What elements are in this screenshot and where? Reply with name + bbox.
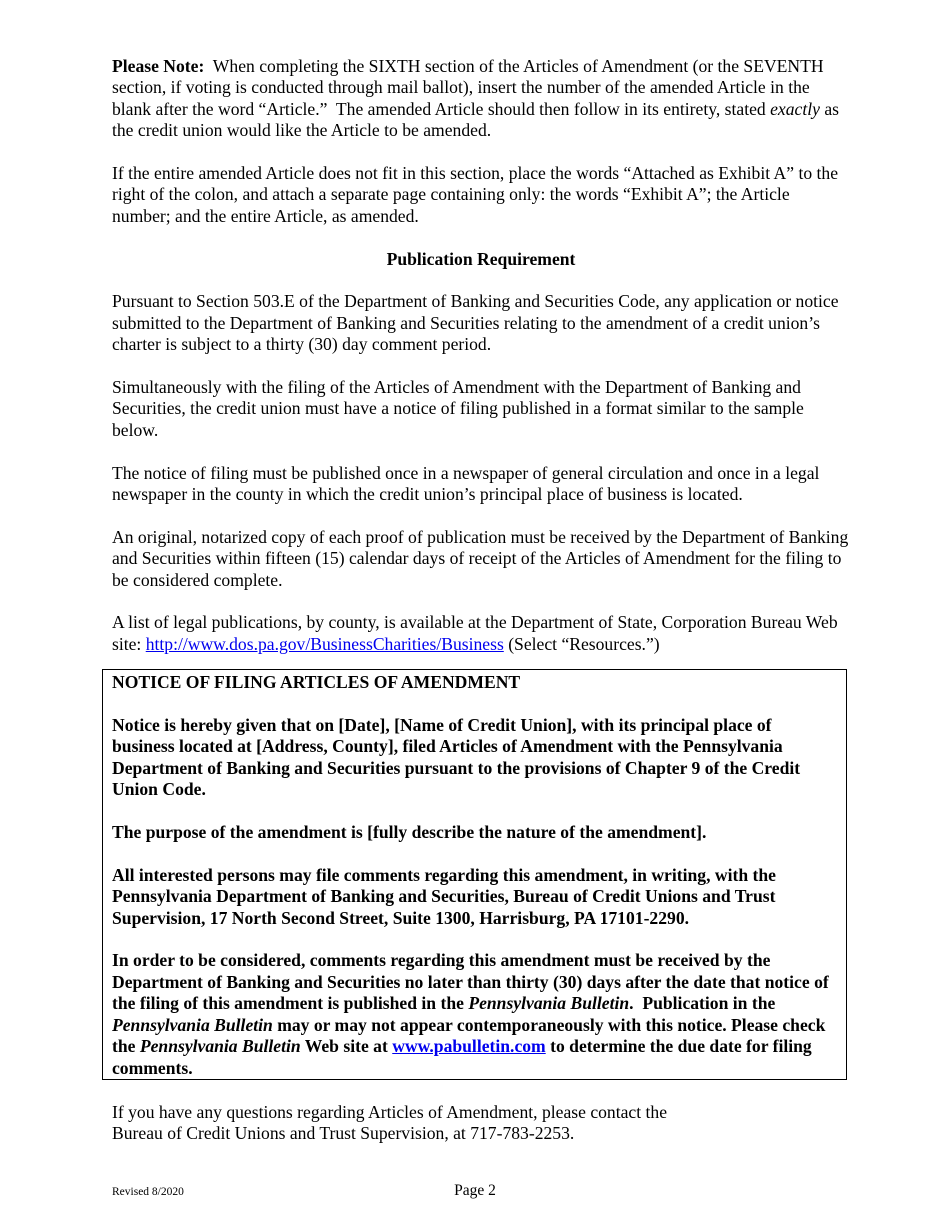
notice-paragraph-4 [112,950,838,1078]
document-body [112,56,850,1166]
contact-paragraph [112,1102,850,1145]
please-note-paragraph [112,56,850,142]
bulletin-name-3: Pennsylvania Bulletin [139,1036,301,1057]
notice-p4-text-1: In order to be considered, comments regarding this amendment must be received by the Department of Banking and Securities no later than thirty (30) days after the date that notice of the filing of this amendment is published in the [112,950,834,1014]
notice-p4-text-3: may or may not appear contemporaneously with this notice. Please check the [112,1014,830,1057]
please-note-text-2: as the credit union would like the Article to be amended. [112,98,844,141]
contact-line-1: If you have any questions regarding Articles of Amendment, please contact the [112,1101,668,1122]
pabulletin-link[interactable]: www.pabulletin.com [392,1036,546,1057]
legal-publications-text-2: (Select “Resources.”) [503,633,660,654]
proof-of-publication-paragraph: An original, notarized copy of each proof of publication must be received by the Department of Banking and Securities within fifteen (15) calendar days of receipt of the Articles of Amendment for the filing to be considered complete. [112,526,849,590]
bulletin-name-1: Pennsylvania Bulletin [468,993,630,1014]
revised-date: Revised 8/2020 [112,1186,184,1198]
notice-title: NOTICE OF FILING ARTICLES OF AMENDMENT [112,672,521,693]
publication-heading: Publication Requirement [386,248,576,269]
newspaper-paragraph: The notice of filing must be published once in a newspaper of general circulation and once in a legal newspaper in the county in which the credit union’s principal place of business is located. [112,462,820,505]
simultaneous-filing-paragraph: Simultaneously with the filing of the Articles of Amendment with the Department of Banking and Securities, the credit union must have a notice of filing published in a format similar to the sample below. [112,377,804,440]
exhibit-paragraph: If the entire amended Article does not fit in this section, place the words “Attached as Exhibit A” to the right of the colon, and attach a separate page containing only: the words “Exhibit A”; the Article number; and the entire Article, as amended. [112,163,839,226]
notice-paragraph-2: The purpose of the amendment is [fully describe the nature of the amendment]. [112,822,707,843]
sample-notice-box [102,669,847,1080]
notice-paragraph-3: All interested persons may file comments regarding this amendment, in writing, with the Pennsylvania Department of Banking and Securities, Bureau of Credit Unions and Trust Supervision, 17 North Second Street, Suite 1300, Harrisburg, PA 17101-2290. [112,864,776,928]
please-note-emphasis: exactly [770,98,820,119]
contact-line-2: Bureau of Credit Unions and Trust Supervision, at 717-783-2253. [112,1123,575,1144]
page-number: Page 2 [454,1182,496,1199]
legal-publications-text-1: A list of legal publications, by county, is available at the Department of State, Corporation Bureau Web site: [112,612,838,654]
notice-p4-text-5: to determine the due date for filing comments. [112,1036,817,1078]
bulletin-name-2: Pennsylvania Bulletin [112,1014,273,1035]
legal-publications-paragraph [112,612,850,655]
notice-p4-text-4: Web site at [300,1036,393,1057]
dos-website-link[interactable]: http://www.dos.pa.gov/BusinessCharities/Business [145,633,504,654]
please-note-text-1: When completing the SIXTH section of the Articles of Amendment (or the SEVENTH section, if voting is conducted through mail ballot), insert the number of the amended Article in the blank after the word “Article.” The amended Article should then follow in its entirety, stated [112,56,828,119]
notice-p4-text-2: . Publication in the [629,993,780,1014]
notice-paragraph-1: Notice is hereby given that on [Date], [Name of Credit Union], with its principal place of business located at [Address, County], filed Articles of Amendment with the Pennsylvania Department of Banking and Securities pursuant to the provisions of Chapter 9 of the Credit Union Code. [112,715,801,800]
please-note-label: Please Note: [112,56,205,76]
section-503e-paragraph: Pursuant to Section 503.E of the Department of Banking and Securities Code, any application or notice submitted to the Department of Banking and Securities relating to the amendment of a credit union’s charter is subject to a thirty (30) day comment period. [112,291,839,355]
